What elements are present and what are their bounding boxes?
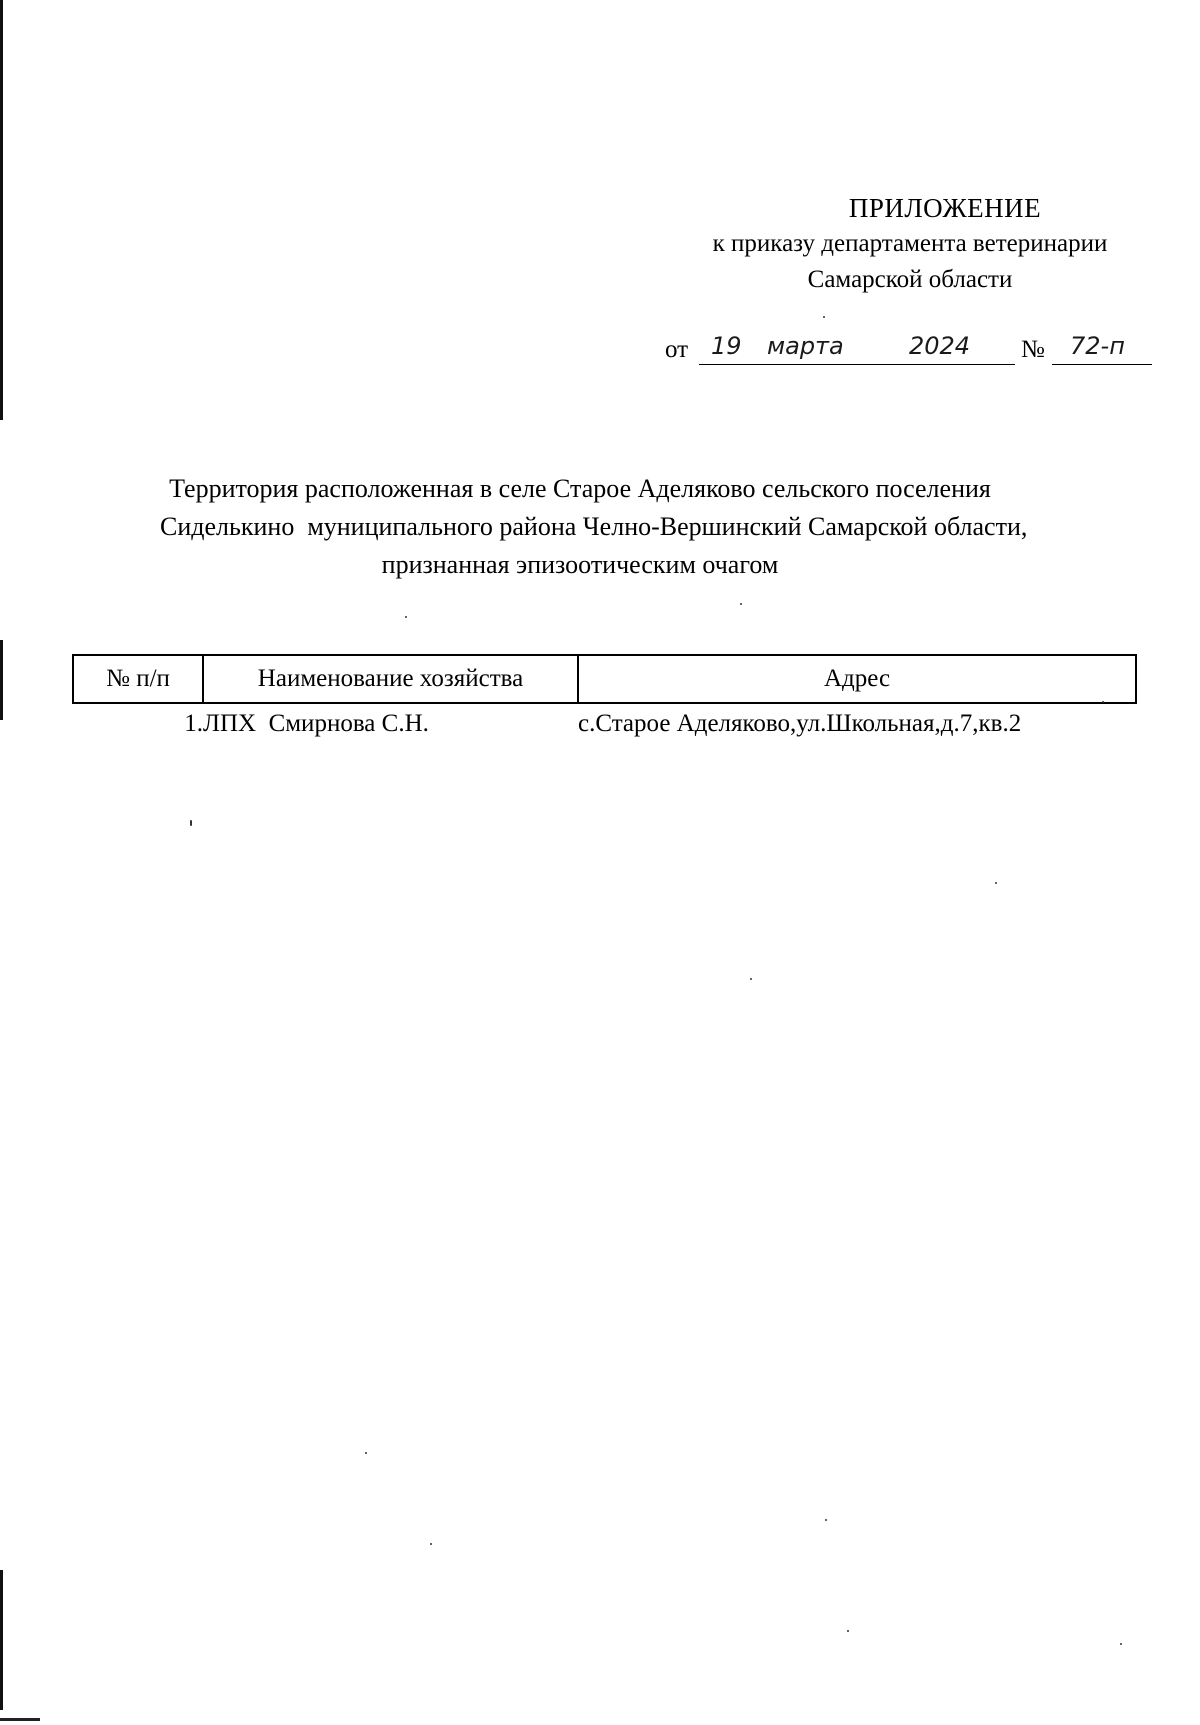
scan-speck: [825, 1519, 827, 1521]
header-farm-name: Наименование хозяйства: [203, 655, 578, 703]
scan-speck: [365, 1452, 367, 1454]
order-number: 72-п: [1070, 332, 1125, 360]
order-date-day: 19: [711, 332, 742, 360]
order-date-year: 2024: [909, 332, 971, 360]
scan-speck: [430, 1543, 432, 1545]
document-title: [160, 470, 1028, 584]
row-number: 1.: [184, 710, 203, 737]
row-farm-name: ЛПХ Смирнова С.Н.: [203, 710, 429, 737]
appendix-line-1: к приказу департамента ветеринарии: [712, 230, 1108, 257]
scan-speck: [405, 616, 407, 618]
order-number-field: [1052, 332, 1152, 365]
scan-speck: [995, 882, 997, 884]
order-date-month: марта: [767, 332, 844, 360]
table-row: [73, 703, 1136, 744]
order-number-label: №: [1021, 336, 1045, 363]
scan-edge-artifact: [0, 0, 3, 420]
farms-table: [72, 654, 1137, 744]
order-date-field: [699, 332, 1015, 365]
order-from-label: от: [665, 336, 689, 363]
scan-speck: [847, 1630, 849, 1632]
scan-edge-artifact: [0, 1570, 3, 1710]
document-title-line-1: Территория расположенная в селе Старое Аделяково сельского поселения: [169, 474, 991, 503]
table-header-row: [73, 655, 1136, 703]
appendix-line-2: Самарской области: [807, 266, 1013, 293]
document-title-line-2: Сиделькино муниципального района Челно-Вершинский Самарской области,: [160, 512, 1028, 541]
scan-edge-artifact: [0, 1718, 40, 1721]
appendix-title: ПРИЛОЖЕНИЕ: [848, 193, 1042, 223]
scan-speck: [823, 316, 825, 318]
header-address: Адрес: [578, 655, 1136, 703]
header-number: № п/п: [73, 655, 203, 703]
scan-speck: [740, 603, 742, 605]
scan-speck: [190, 820, 192, 826]
document-title-line-3: признанная эпизоотическим очагом: [381, 550, 779, 579]
scan-speck: [750, 978, 752, 980]
scan-speck: [1120, 1643, 1122, 1645]
scan-speck: [1102, 701, 1104, 703]
row-address: с.Старое Аделяково,ул.Школьная,д.7,кв.2: [578, 710, 1022, 737]
appendix-header: [650, 190, 1170, 298]
order-reference: [665, 332, 1165, 372]
scan-edge-artifact: [0, 640, 3, 720]
